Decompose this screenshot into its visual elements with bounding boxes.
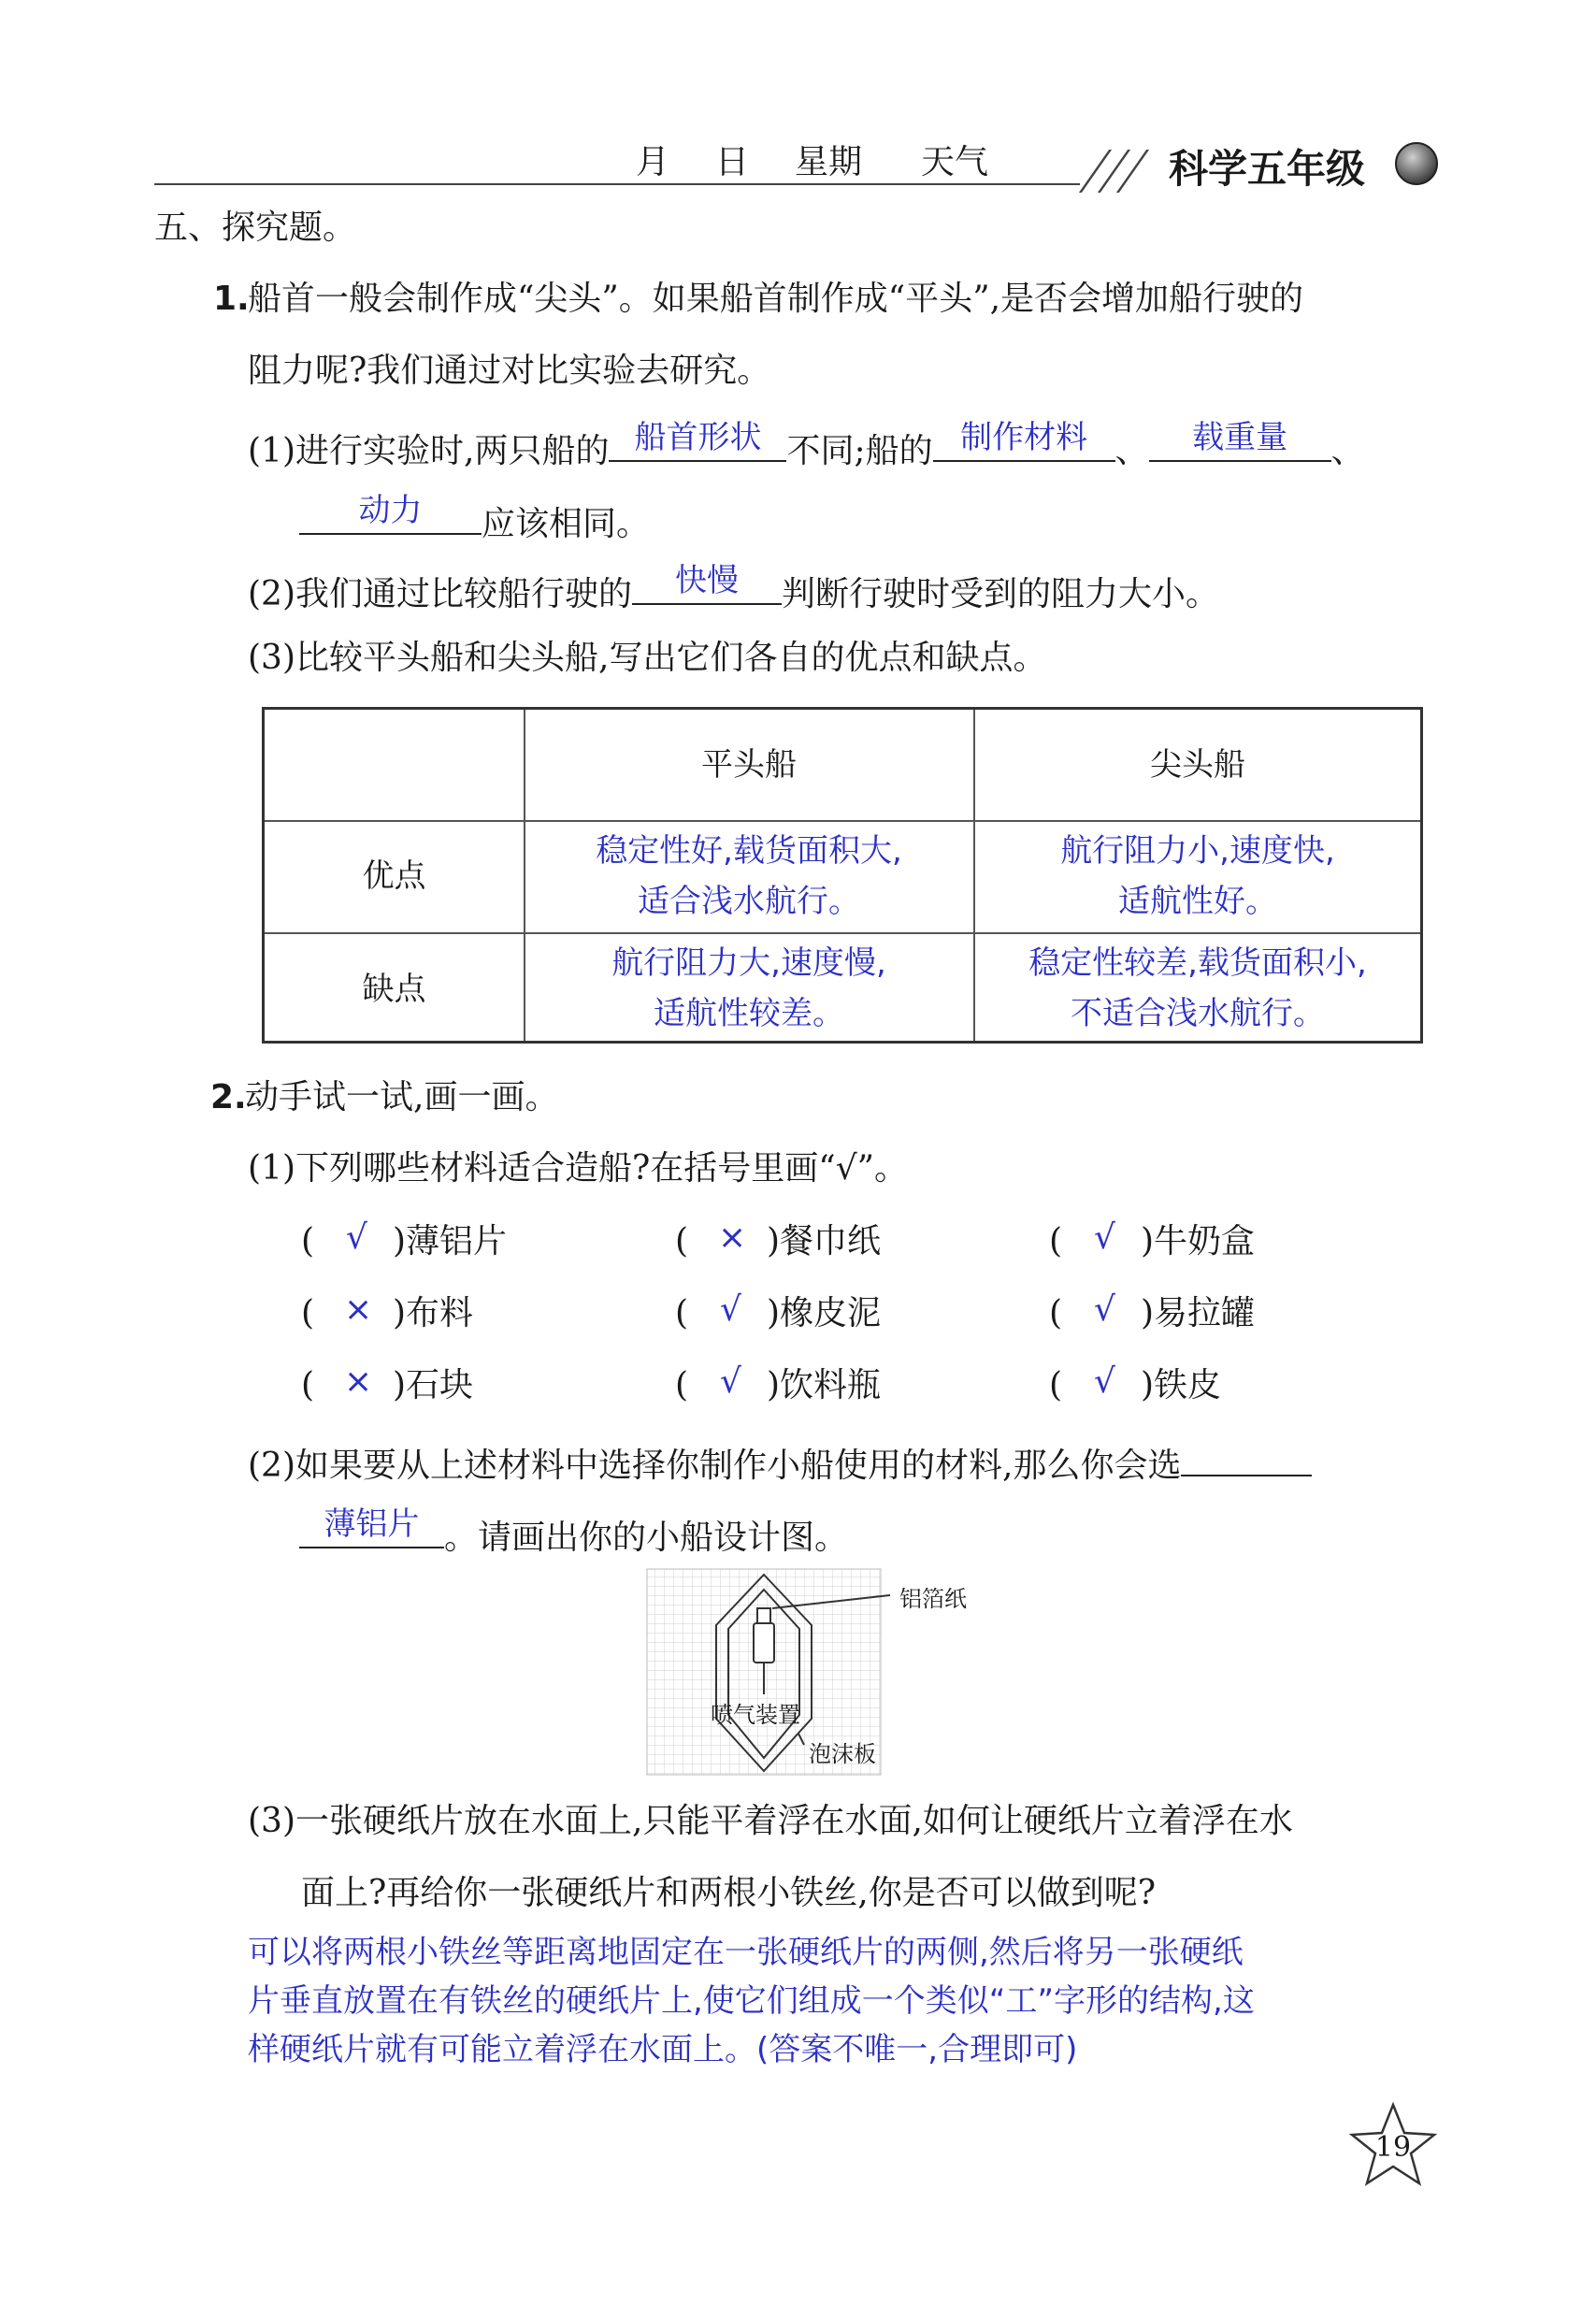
- blank-material[interactable]: [933, 419, 1115, 462]
- blank-material-choice[interactable]: [299, 1505, 444, 1548]
- check-mark[interactable]: √: [1094, 1218, 1115, 1257]
- material-cloth: )布料: [393, 1294, 474, 1332]
- q2-sub2-text: (2)如果要从上述材料中选择你制作小船使用的材料,那么你会选: [248, 1447, 1182, 1485]
- q1-sub2-suffix: 判断行驶时受到的阻力大小。: [782, 575, 1220, 613]
- comparison-table: [262, 707, 1423, 1044]
- header-slash: [1079, 150, 1112, 193]
- header-slash: [1116, 150, 1149, 193]
- q2-sub3-line2: 面上?再给你一张硬纸片和两根小铁丝,你是否可以做到呢?: [301, 1874, 1157, 1912]
- q1-number: 1.: [213, 280, 250, 318]
- flat-adv-line1: 稳定性好,载货面积大,: [596, 832, 902, 870]
- open-paren: (: [1049, 1366, 1063, 1404]
- table-divider: [265, 932, 1420, 934]
- check-mark[interactable]: √: [720, 1290, 741, 1329]
- label-foil: 铝箔纸: [899, 1586, 967, 1612]
- open-paren: (: [675, 1222, 689, 1260]
- material-iron-sheet: )铁皮: [1141, 1366, 1222, 1404]
- jet-device-body: [754, 1623, 774, 1663]
- row-disadvantages: 缺点: [362, 971, 426, 1008]
- q2-sub2-line2: [299, 1505, 849, 1559]
- answer-bow-shape: 船首形状: [634, 419, 762, 456]
- check-mark[interactable]: √: [346, 1218, 367, 1257]
- q1-text-line1: 船首一般会制作成“尖头”。如果船首制作成“平头”,是否会增加船行驶的: [248, 280, 1304, 318]
- material-plasticine: )橡皮泥: [767, 1294, 882, 1332]
- book-title: 科学五年级: [1169, 146, 1366, 192]
- open-paren: (: [301, 1222, 315, 1260]
- blank-power[interactable]: [299, 492, 482, 535]
- material-thin-aluminum: )薄铝片: [393, 1222, 508, 1260]
- jet-device-top: [757, 1608, 770, 1623]
- answer-line2: 片垂直放置在有铁丝的硬纸片上,使它们组成一个类似“工”字形的结构,这: [248, 1982, 1255, 2020]
- grade-circle-icon: [1393, 140, 1440, 187]
- answer-speed: 快慢: [675, 562, 739, 599]
- q2-number: 2.: [210, 1078, 247, 1116]
- pointed-disadv-line2: 不适合浅水航行。: [1071, 995, 1325, 1032]
- header-weather: 天气: [921, 143, 989, 181]
- q2-title: 动手试一试,画一画。: [245, 1078, 559, 1116]
- blank-load[interactable]: [1149, 419, 1331, 462]
- material-can: )易拉罐: [1141, 1294, 1256, 1332]
- header-slash: [1098, 150, 1130, 193]
- separator: 、: [1114, 432, 1149, 470]
- answer-material-choice: 薄铝片: [324, 1505, 420, 1543]
- q1-text-line2: 阻力呢?我们通过对比实验去研究。: [248, 352, 771, 390]
- answer-line3: 样硬纸片就有可能立着浮在水面上。(答案不唯一,合理即可): [248, 2031, 1078, 2068]
- pointed-adv-line1: 航行阻力小,速度快,: [1060, 832, 1335, 870]
- answer-power: 动力: [358, 492, 423, 529]
- flat-adv-line2: 适合浅水航行。: [638, 883, 860, 920]
- page-number-badge: [1346, 2099, 1440, 2193]
- material-bottle: )饮料瓶: [767, 1366, 882, 1404]
- q1-sub1-mid: 不同;船的: [786, 432, 933, 470]
- check-mark[interactable]: √: [720, 1362, 741, 1401]
- label-jet: 喷气装置: [711, 1702, 800, 1728]
- pointed-disadv-line1: 稳定性较差,载货面积小,: [1028, 944, 1367, 982]
- separator: 、: [1330, 432, 1365, 470]
- q1-sub1-line1: [248, 419, 1365, 472]
- header-month: 月: [636, 143, 670, 181]
- open-paren: (: [301, 1294, 315, 1332]
- q2-sub1: (1)下列哪些材料适合造船?在括号里画“√”。: [248, 1149, 909, 1188]
- q1-sub2: [248, 562, 1220, 615]
- material-stone: )石块: [393, 1366, 474, 1404]
- header-flat-boat: 平头船: [701, 746, 797, 784]
- q2-sub2-suffix: 。请画出你的小船设计图。: [444, 1519, 849, 1557]
- cross-mark[interactable]: ×: [344, 1362, 373, 1401]
- table-divider: [265, 820, 1420, 822]
- material-milk-carton: )牛奶盒: [1141, 1222, 1256, 1260]
- check-mark[interactable]: √: [1094, 1290, 1115, 1329]
- cross-mark[interactable]: ×: [718, 1218, 747, 1257]
- q1-sub1-line2: [299, 492, 651, 545]
- material-napkin: )餐巾纸: [767, 1222, 882, 1260]
- row-advantages: 优点: [362, 857, 426, 895]
- answer-line1: 可以将两根小铁丝等距离地固定在一张硬纸片的两侧,然后将另一张硬纸: [248, 1934, 1244, 1971]
- pointed-adv-line2: 适航性好。: [1118, 883, 1277, 920]
- open-paren: (: [675, 1294, 689, 1332]
- blank-material-choice-end: [1181, 1437, 1312, 1476]
- boat-design-diagram: [645, 1567, 1036, 1778]
- check-mark[interactable]: √: [1094, 1362, 1115, 1401]
- q1-sub2-prefix: (2)我们通过比较船行驶的: [248, 575, 632, 613]
- cross-mark[interactable]: ×: [344, 1290, 373, 1329]
- header-weekday: 星期: [795, 143, 863, 181]
- header-pointed-boat: 尖头船: [1150, 746, 1245, 784]
- q2-sub2-line1: [248, 1437, 1312, 1487]
- section-title: 五、探究题。: [154, 209, 357, 247]
- flat-disadv-line1: 航行阻力大,速度慢,: [611, 944, 886, 982]
- open-paren: (: [1049, 1294, 1063, 1332]
- answer-load: 载重量: [1192, 419, 1288, 456]
- page-number: 19: [1374, 2131, 1412, 2164]
- header-day: 日: [715, 143, 750, 181]
- open-paren: (: [1049, 1222, 1063, 1260]
- q1-sub1-prefix: (1)进行实验时,两只船的: [248, 432, 610, 470]
- open-paren: (: [301, 1366, 315, 1404]
- blank-bow-shape[interactable]: [609, 419, 786, 462]
- label-foam: 泡沫板: [809, 1741, 876, 1767]
- q2-sub3-line1: (3)一张硬纸片放在水面上,只能平着浮在水面,如何让硬纸片立着浮在水: [248, 1802, 1293, 1840]
- q1-sub1-suffix: 应该相同。: [482, 505, 651, 543]
- header-rule: [154, 183, 1080, 185]
- q1-sub3: (3)比较平头船和尖头船,写出它们各自的优点和缺点。: [248, 639, 1047, 677]
- flat-disadv-line2: 适航性较差。: [654, 995, 844, 1032]
- answer-material: 制作材料: [960, 419, 1088, 456]
- blank-speed[interactable]: [632, 562, 782, 605]
- open-paren: (: [675, 1366, 689, 1404]
